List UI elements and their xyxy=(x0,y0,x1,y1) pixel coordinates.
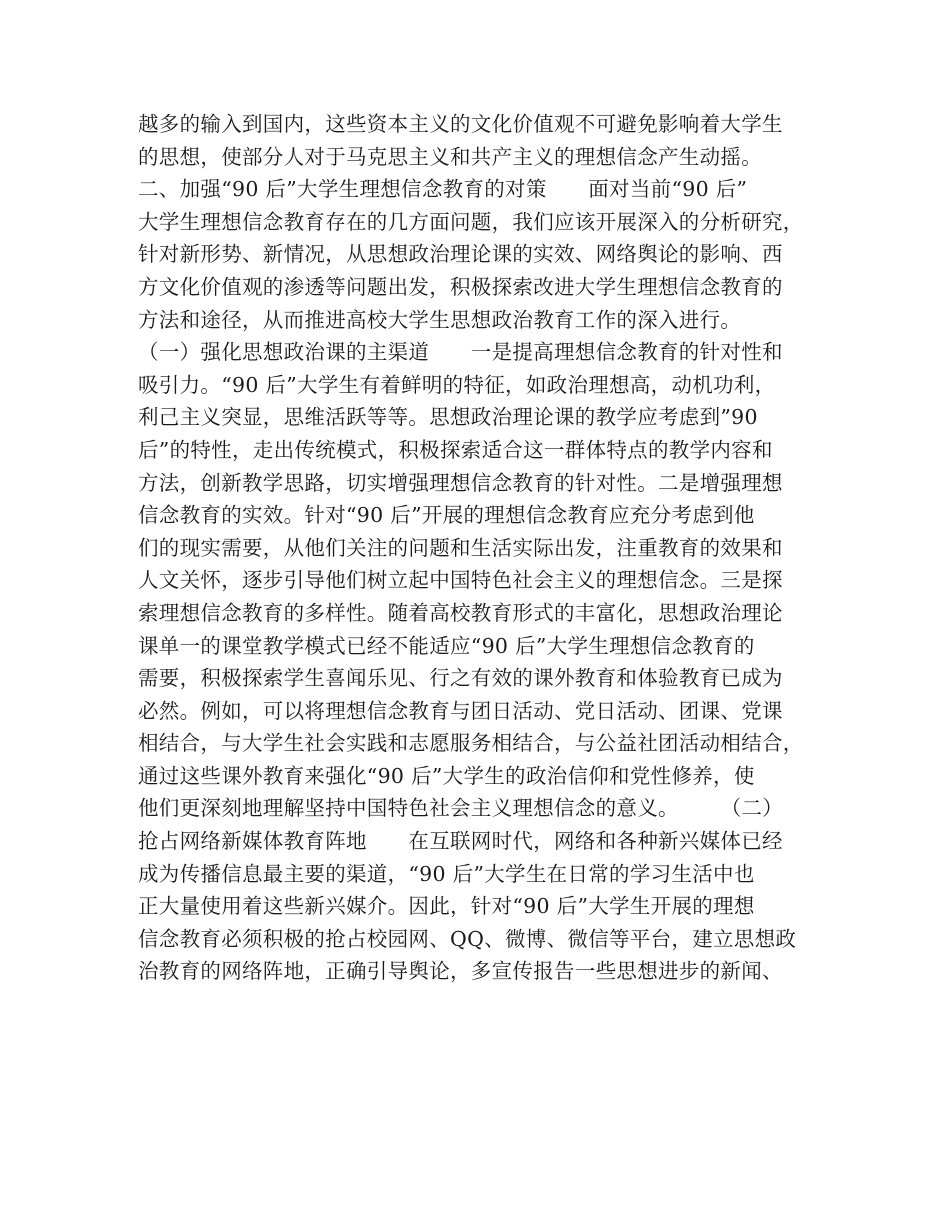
text-line: 信念教育必须积极的抢占校园网、QQ、微博、微信等平台，建立思想政 xyxy=(138,926,797,951)
text-line: 利己主义突显，思维活跃等等。思想政治理论课的教学应考虑到”90 xyxy=(138,405,758,430)
text-line: 的思想，使部分人对于马克思主义和共产主义的理想信念产生动摇。 xyxy=(138,144,762,169)
text-line: 索理想信念教育的多样性。随着高校教育形式的丰富化，思想政治理论 xyxy=(138,600,783,625)
subsection-heading-line: （一）强化思想政治课的主渠道 一是提高理想信念教育的针对性和 xyxy=(138,340,783,365)
text-line: 正大量使用着这些新兴媒介。因此，针对“90 后”大学生开展的理想 xyxy=(138,894,755,919)
text-line: 他们更深刻地理解坚持中国特色社会主义理想信念的意义。 （二） xyxy=(138,796,784,821)
subsection-heading-line: 抢占网络新媒体教育阵地 在互联网时代，网络和各种新兴媒体已经 xyxy=(138,829,783,854)
text-line: 方文化价值观的渗透等问题出发，积极探索改进大学生理想信念教育的 xyxy=(138,274,783,299)
text-line: 需要，积极探索学生喜闻乐见、行之有效的课外教育和体验教育已成为 xyxy=(138,666,783,691)
text-line: 方法和途径，从而推进高校大学生思想政治教育工作的深入进行。 xyxy=(138,307,742,332)
text-line: 后”的特性，走出传统模式，积极探索适合这一群体特点的教学内容和 xyxy=(138,437,773,462)
text-line: 针对新形势、新情况，从思想政治理论课的实效、网络舆论的影响、西 xyxy=(138,242,783,267)
text-line: 吸引力。“90 后”大学生有着鲜明的特征，如政治理想高，动机功利， xyxy=(138,372,776,397)
text-line: 方法，创新教学思路，切实增强理想信念教育的针对性。二是增强理想 xyxy=(138,470,783,495)
text-line: 成为传播信息最主要的渠道，“90 后”大学生在日常的学习生活中也 xyxy=(138,861,755,886)
text-line: 大学生理想信念教育存在的几方面问题，我们应该开展深入的分析研究， xyxy=(138,209,804,234)
text-line: 相结合，与大学生社会实践和志愿服务相结合，与公益社团活动相结合， xyxy=(138,731,804,756)
text-line: 人文关怀，逐步引导他们树立起中国特色社会主义的理想信念。三是探 xyxy=(138,568,783,593)
text-line: 越多的输入到国内，这些资本主义的文化价值观不可避免影响着大学生 xyxy=(138,112,783,136)
text-line: 信念教育的实效。针对“90 后”开展的理想信念教育应充分考虑到他 xyxy=(138,503,755,528)
text-line: 们的现实需要，从他们关注的问题和生活实际出发，注重教育的效果和 xyxy=(138,535,783,560)
text-line: 必然。例如，可以将理想信念教育与团日活动、党日活动、团课、党课 xyxy=(138,698,783,723)
text-line: 通过这些课外教育来强化“90 后”大学生的政治信仰和党性修养，使 xyxy=(138,763,755,788)
text-line: 课单一的课堂教学模式已经不能适应“90 后”大学生理想信念教育的 xyxy=(138,633,755,658)
body-text xyxy=(138,108,838,988)
text-line: 治教育的网络阵地，正确引导舆论，多宣传报告一些思想进步的新闻、 xyxy=(138,959,783,984)
section-heading-line: 二、加强“90 后”大学生理想信念教育的对策 面对当前“90 后” xyxy=(138,177,748,202)
